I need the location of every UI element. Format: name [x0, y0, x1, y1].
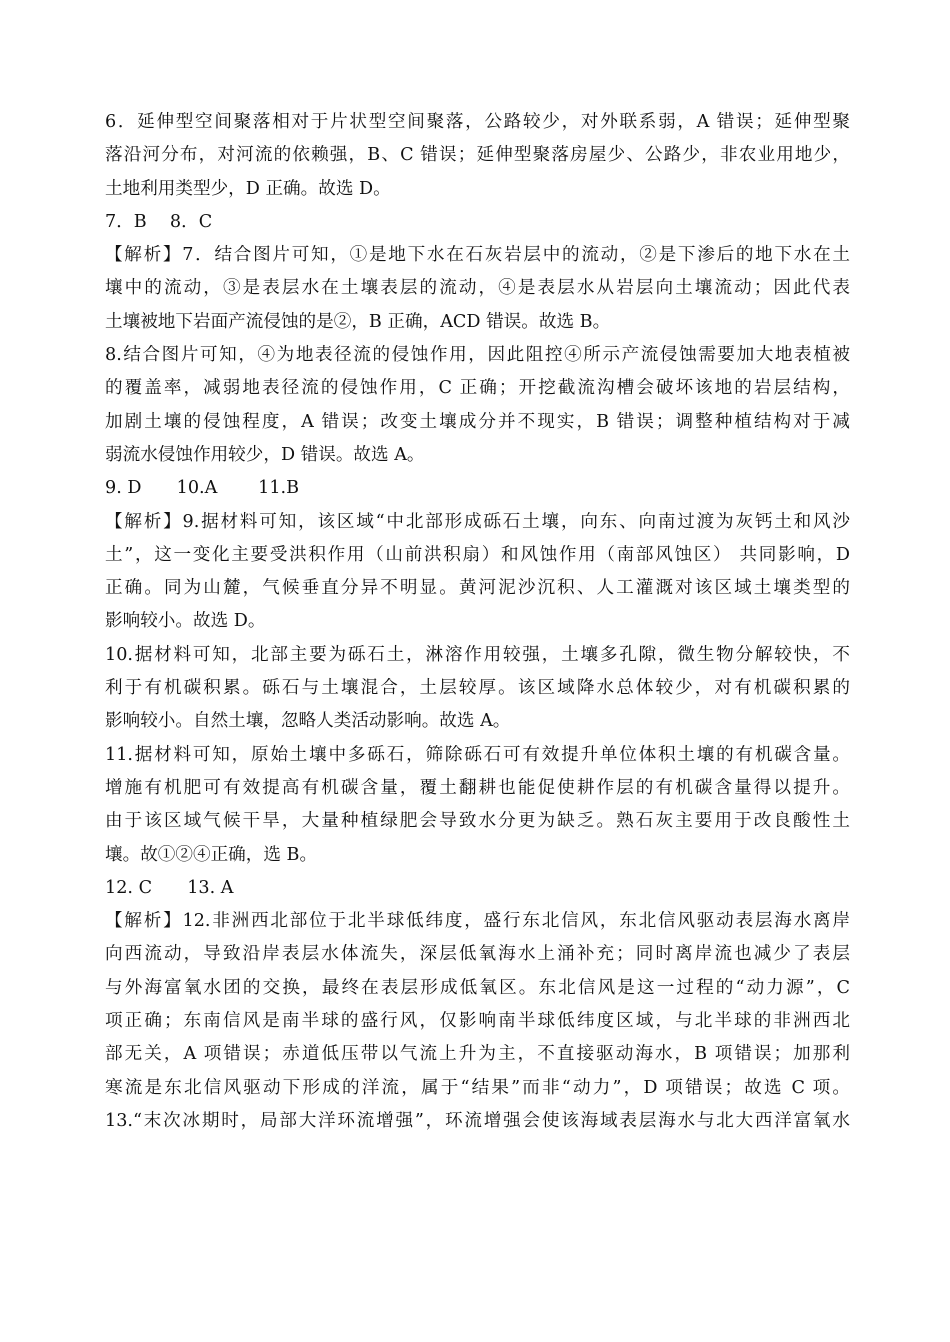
text-line: 弱流水侵蚀作用较少，D 错误。故选 A。: [105, 444, 425, 465]
text-line: 土壤被地下岩面产流侵蚀的是②，B 正确，ACD 错误。故选 B。: [105, 311, 611, 332]
text-line: 壤。故①②④正确，选 B。: [105, 844, 318, 865]
text-line: 与外海富氧水团的交换，最终在表层形成低氧区。东北信风是这一过程的“动力源”，C: [105, 977, 850, 998]
text-line: 影响较小。故选 D。: [105, 611, 266, 632]
text-line: 的覆盖率，减弱地表径流的侵蚀作用，C 正确；开挖截流沟槽会破坏该地的岩层结构，: [105, 378, 850, 399]
text-line: 向西流动，导致沿岸表层水体流失，深层低氧海水上涌补充；同时离岸流也减少了表层: [105, 944, 850, 965]
text-line: 落沿河分布，对河流的依赖强，B、C 错误；延伸型聚落房屋少、公路少，非农业用地少，: [105, 145, 850, 166]
text-line: 12. C 13. A: [105, 877, 234, 898]
text-line: 【解析】12.非洲西北部位于北半球低纬度，盛行东北信风，东北信风驱动表层海水离岸: [105, 911, 850, 932]
text-line: 增施有机肥可有效提高有机碳含量，覆土翻耕也能促使耕作层的有机碳含量得以提升。: [105, 777, 850, 798]
text-line: 【解析】7．结合图片可知，①是地下水在石灰岩层中的流动，②是下渗后的地下水在土: [105, 245, 850, 266]
text-line: 壤中的流动，③是表层水在土壤表层的流动，④是表层水从岩层向土壤流动；因此代表: [105, 278, 850, 299]
text-line: 10.据材料可知，北部主要为砾石土，淋溶作用较强，土壤多孔隙，微生物分解较快，不: [105, 644, 850, 665]
document-page: [105, 106, 850, 1138]
text-line: 8.结合图片可知，④为地表径流的侵蚀作用，因此阻控④所示产流侵蚀需要加大地表植被: [105, 345, 850, 366]
text-line: 项正确；东南信风是南半球的盛行风，仅影响南半球低纬度区域，与北半球的非洲西北: [105, 1011, 850, 1032]
text-line: 寒流是东北信风驱动下形成的洋流，属于“结果”而非“动力”，D 项错误；故选 C 项。: [105, 1077, 850, 1098]
text-line: 正确。同为山麓，气候垂直分异不明显。黄河泥沙沉积、人工灌溉对该区域土壤类型的: [105, 578, 850, 599]
text-line: 6．延伸型空间聚落相对于片状型空间聚落，公路较少，对外联系弱，A 错误；延伸型聚: [105, 112, 850, 132]
text-line: 利于有机碳积累。砾石与土壤混合，土层较厚。该区域降水总体较少，对有机碳积累的: [105, 678, 850, 699]
text-line: 【解析】9.据材料可知，该区域“中北部形成砾石土壤，向东、向南过渡为灰钙土和风沙: [105, 511, 850, 532]
text-line: 由于该区域气候干旱，大量种植绿肥会导致水分更为缺乏。熟石灰主要用于改良酸性土: [105, 811, 850, 832]
text-line: 13.“末次冰期时，局部大洋环流增强”，环流增强会使该海域表层海水与北大西洋富氧水: [105, 1110, 850, 1131]
text-line: 9. D 10.A 11.B: [105, 478, 300, 499]
text-line: 影响较小。自然土壤，忽略人类活动影响。故选 A。: [105, 711, 511, 732]
text-line: 7．B 8．C: [105, 211, 213, 232]
text-line: 11.据材料可知，原始土壤中多砾石，筛除砾石可有效提升单位体积土壤的有机碳含量。: [105, 744, 850, 765]
text-line: 加剧土壤的侵蚀程度，A 错误；改变土壤成分并不现实，B 错误；调整种植结构对于减: [105, 411, 850, 432]
text-line: 土”，这一变化主要受洪积作用（山前洪积扇）和风蚀作用（南部风蚀区） 共同影响，D: [105, 544, 850, 565]
text-line: 部无关，A 项错误；赤道低压带以气流上升为主，不直接驱动海水，B 项错误；加那利: [105, 1044, 850, 1065]
text-line: 土地利用类型少，D 正确。故选 D。: [105, 178, 391, 199]
